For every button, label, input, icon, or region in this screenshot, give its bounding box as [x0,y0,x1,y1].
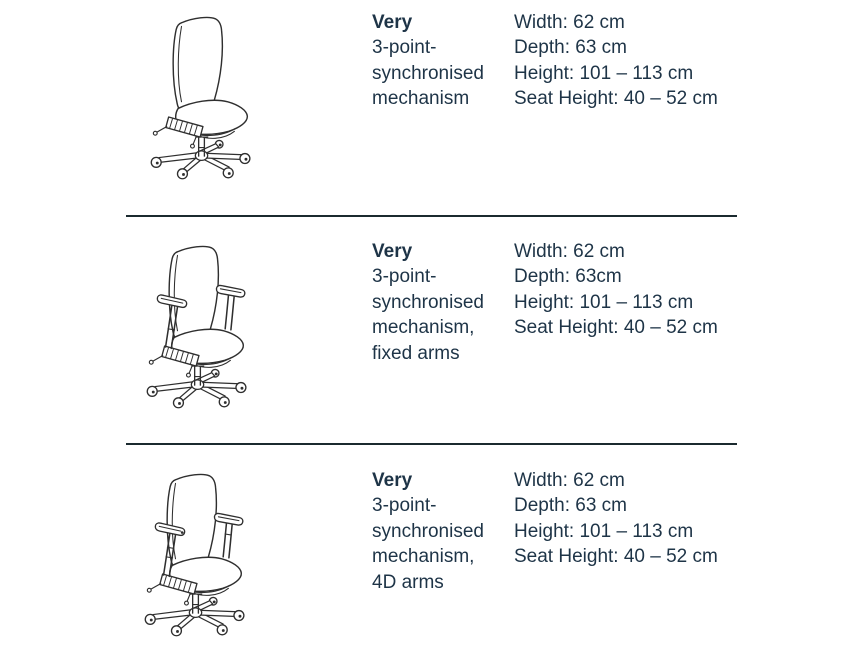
product-description [372,239,522,366]
product-dimensions [514,239,754,341]
spec-depth: Depth: 63 cm [514,37,627,59]
spec-depth: Depth: 63 cm [514,495,627,517]
product-title: Very [372,241,413,262]
product-dimensions [514,10,754,112]
description-line: synchronised [372,520,484,542]
product-row-fixed-arms [0,215,862,443]
description-line: 3-point- [372,495,437,517]
description-line: synchronised [372,62,484,84]
spec-seat-height: Seat Height: 40 – 52 cm [514,88,718,110]
description-line: mechanism [372,88,470,110]
description-line: mechanism, [372,317,475,339]
spec-width: Width: 62 cm [514,241,625,262]
office-chair-fixed-arms-icon [136,239,260,413]
product-row-4d-arms [0,443,862,647]
spec-height: Height: 101 – 113 cm [514,520,694,542]
spec-seat-height: Seat Height: 40 – 52 cm [514,546,718,568]
product-description [372,468,522,595]
spec-width: Width: 62 cm [514,470,625,491]
description-line: fixed arms [372,342,460,364]
product-dimensions [514,468,754,570]
office-chair-4d-arms-icon [134,467,258,641]
spec-width: Width: 62 cm [514,12,625,33]
spec-seat-height: Seat Height: 40 – 52 cm [514,317,718,339]
description-line: 4D arms [372,571,444,593]
product-row-no-arms [0,0,862,215]
spec-height: Height: 101 – 113 cm [514,291,694,313]
description-line: 3-point- [372,37,437,59]
spec-depth: Depth: 63cm [514,266,622,288]
description-line: synchronised [372,291,484,313]
product-title: Very [372,12,413,33]
product-title: Very [372,470,413,491]
description-line: mechanism, [372,546,475,568]
product-description [372,10,522,112]
description-line: 3-point- [372,266,437,288]
office-chair-no-arms-icon [140,10,264,184]
spec-height: Height: 101 – 113 cm [514,62,694,84]
